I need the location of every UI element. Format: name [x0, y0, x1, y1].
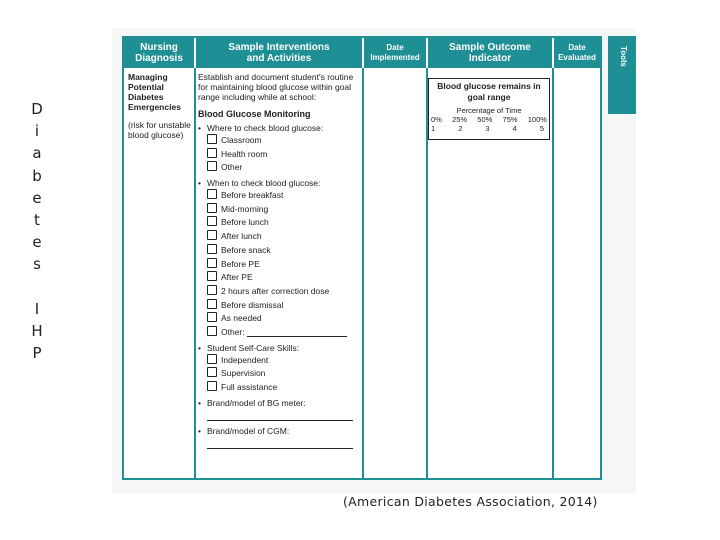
percent-label: 0% [431, 115, 442, 124]
percent-row [429, 115, 549, 124]
checkbox-option[interactable]: Mid-morning [198, 203, 358, 217]
diagnosis-title: Managing Potential Diabetes Emergencies [128, 72, 181, 112]
tools-tab-label: Tools [619, 46, 628, 67]
checkbox-option[interactable]: After lunch [198, 230, 358, 244]
checkbox-option[interactable]: Before dismissal [198, 299, 358, 313]
checkbox-option[interactable]: Before lunch [198, 216, 358, 230]
score-label: 2 [458, 124, 463, 133]
checkbox-option[interactable]: Before PE [198, 258, 358, 272]
checkbox-icon[interactable] [207, 381, 217, 391]
bg-monitoring-heading: Blood Glucose Monitoring [198, 109, 311, 119]
side-title-letter: t [34, 210, 40, 229]
checkbox-icon[interactable] [207, 326, 217, 336]
checkbox-icon[interactable] [207, 244, 217, 254]
skills-label: • Student Self-Care Skills: [198, 342, 358, 354]
checkbox-icon[interactable] [207, 299, 217, 309]
checkbox-icon[interactable] [207, 134, 217, 144]
side-title-letter: P [32, 344, 42, 363]
diagnosis-note: (risk for unstable blood glucose) [128, 120, 191, 140]
checkbox-option[interactable]: Other [198, 161, 358, 175]
checkbox-icon[interactable] [207, 189, 217, 199]
checkbox-option[interactable]: Classroom [198, 134, 358, 148]
citation: (American Diabetes Association, 2014) [343, 494, 598, 509]
other-blank-line[interactable] [247, 327, 347, 337]
checkbox-icon[interactable] [207, 258, 217, 268]
outcome-indicator-box [428, 78, 550, 140]
checkbox-option[interactable]: Before snack [198, 244, 358, 258]
checkbox-icon[interactable] [207, 271, 217, 281]
checkbox-icon[interactable] [207, 312, 217, 322]
side-title-letter: D [31, 100, 43, 118]
checkbox-option[interactable]: Supervision [198, 367, 358, 381]
checkbox-icon[interactable] [207, 203, 217, 213]
checkbox-option[interactable]: 2 hours after correction dose [198, 285, 358, 299]
header-outcome-indicator: Sample Outcome Indicator [449, 42, 531, 64]
score-label: 3 [485, 124, 490, 133]
score-label: 5 [539, 124, 544, 133]
side-title-letter: e [32, 233, 42, 252]
cgm-label: • Brand/model of CGM: [198, 425, 358, 437]
checkbox-option[interactable]: Independent [198, 354, 358, 368]
checkbox-icon[interactable] [207, 285, 217, 295]
column-divider [362, 38, 364, 478]
header-nursing-diagnosis: Nursing Diagnosis [135, 42, 183, 64]
side-title-letter: e [32, 188, 42, 207]
checkbox-option[interactable]: Before breakfast [198, 189, 358, 203]
checkbox-option[interactable]: Full assistance [198, 381, 358, 395]
column-divider [194, 38, 196, 478]
where-label: • Where to check blood glucose: [198, 122, 358, 134]
ihp-document-image [112, 28, 636, 494]
header-date-evaluated: Date Evaluated [558, 43, 596, 62]
outcome-subtitle: Percentage of Time [456, 106, 522, 115]
diagnosis-cell [128, 72, 194, 140]
ihp-table [122, 36, 602, 480]
side-title-letter: s [33, 255, 41, 274]
side-title-letter: i [34, 122, 40, 141]
interventions-cell [198, 72, 358, 449]
header-date-implemented: Date Implemented [370, 43, 420, 62]
score-row [429, 124, 549, 133]
side-title-letter: a [32, 144, 42, 163]
interventions-intro: Establish and document student's routine for maintaining blood glucose within goal range including while at school: [198, 72, 354, 102]
checkbox-icon[interactable] [207, 354, 217, 364]
when-label: • When to check blood glucose: [198, 177, 358, 189]
checkbox-option[interactable]: As needed [198, 312, 358, 326]
meter-label: • Brand/model of BG meter: [198, 397, 358, 409]
checkbox-icon[interactable] [207, 230, 217, 240]
percent-label: 75% [502, 115, 518, 124]
side-title-letter: H [31, 321, 43, 340]
header-interventions: Sample Interventions and Activities [228, 42, 330, 64]
percent-label: 25% [452, 115, 468, 124]
meter-blank-line[interactable] [207, 409, 353, 421]
checkbox-icon[interactable] [207, 216, 217, 226]
cgm-blank-line[interactable] [207, 437, 353, 449]
percent-label: 100% [527, 115, 547, 124]
checkbox-option[interactable]: Health room [198, 148, 358, 162]
side-title [30, 98, 44, 364]
side-title-letter: b [32, 166, 42, 185]
score-label: 4 [512, 124, 517, 133]
checkbox-icon[interactable] [207, 367, 217, 377]
percent-label: 50% [477, 115, 493, 124]
checkbox-icon[interactable] [207, 148, 217, 158]
score-label: 1 [431, 124, 436, 133]
checkbox-option-other[interactable]: Other: [198, 326, 358, 340]
checkbox-icon[interactable] [207, 161, 217, 171]
tools-tab[interactable] [608, 36, 636, 114]
side-title-letter: I [34, 299, 40, 318]
outcome-title: Blood glucose remains in goal range [437, 81, 541, 102]
checkbox-option[interactable]: After PE [198, 271, 358, 285]
column-divider [552, 38, 554, 478]
